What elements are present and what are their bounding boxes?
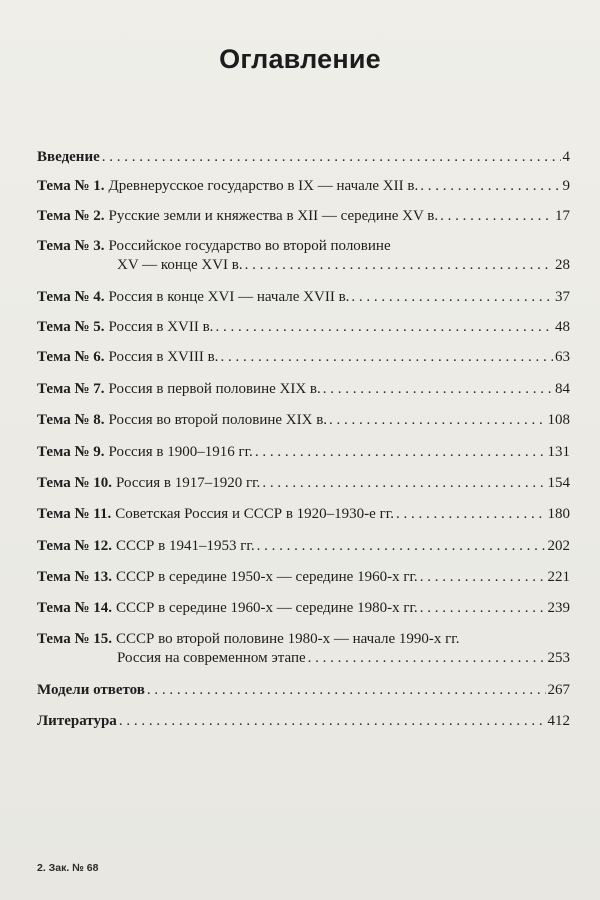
- toc-entry-text: Россия в 1900–1916 гг.: [108, 444, 253, 460]
- toc-entry-topic-12[interactable]: [37, 537, 570, 556]
- toc-page-number: 412: [547, 713, 570, 729]
- printer-order-note: 2. Зак. № 68: [37, 862, 99, 874]
- toc-entry-text: Русские земли и княжества в XII — середине XV в.: [108, 208, 439, 224]
- page-title: Оглавление: [219, 44, 381, 74]
- toc-topic-label: Тема № 6.: [37, 349, 105, 365]
- toc-topic-label: Тема № 15.: [37, 631, 113, 647]
- toc-entry-topic-7[interactable]: [37, 380, 570, 399]
- toc-entry-topic-8[interactable]: [37, 411, 570, 430]
- toc-page-number: 63: [555, 349, 570, 365]
- toc-page-number: 267: [547, 682, 570, 698]
- dot-leader: [351, 288, 553, 307]
- toc-page-number: 37: [555, 289, 570, 305]
- toc-page-number: 202: [547, 538, 570, 554]
- toc-entry-text: Модели ответов: [37, 682, 145, 698]
- toc-entry-introduction[interactable]: [37, 148, 570, 167]
- dot-leader: [255, 443, 546, 462]
- dot-leader: [102, 148, 561, 167]
- toc-page-number: 154: [547, 475, 570, 491]
- toc-page-number: 4: [562, 149, 570, 165]
- dot-leader: [420, 177, 560, 196]
- toc-page-number: 239: [547, 600, 570, 616]
- toc-topic-label: Тема № 10.: [37, 475, 113, 491]
- dot-leader: [245, 256, 553, 275]
- toc-entry-topic-13[interactable]: [37, 568, 570, 587]
- dot-leader: [147, 681, 546, 700]
- toc-topic-label: Тема № 13.: [37, 569, 113, 585]
- toc-page-number: 253: [547, 650, 570, 666]
- toc-entry-topic-15[interactable]: [37, 630, 570, 668]
- toc-page-number: 28: [555, 257, 570, 273]
- toc-entry-text: Россия в XVIII в.: [108, 349, 219, 365]
- toc-entry-text-continued: XV — конце XVI в.: [117, 257, 243, 273]
- dot-leader: [119, 712, 546, 731]
- toc-entry-text: Российское государство во второй половине: [108, 238, 391, 254]
- toc-entry-text: СССР во второй половине 1980-х — начале 1990-х гг.: [116, 631, 460, 647]
- toc-entry-topic-11[interactable]: [37, 505, 570, 524]
- toc-page-number: 180: [547, 506, 570, 522]
- dot-leader: [440, 207, 553, 226]
- toc-entry-literature[interactable]: [37, 712, 570, 731]
- toc-topic-label: Тема № 12.: [37, 538, 113, 554]
- toc-page-number: 84: [555, 381, 570, 397]
- toc-page-number: 17: [555, 208, 570, 224]
- dot-leader: [220, 348, 553, 367]
- toc-entry-text: Россия во второй половине XIX в.: [108, 412, 328, 428]
- toc-entry-answer-models[interactable]: [37, 681, 570, 700]
- dot-leader: [257, 537, 546, 556]
- toc-entry-topic-6[interactable]: [37, 348, 570, 367]
- toc-entry-text: Древнерусское государство в IX — начале XII в.: [108, 178, 419, 194]
- toc-entry-topic-3[interactable]: [37, 237, 570, 275]
- toc-topic-label: Тема № 5.: [37, 319, 105, 335]
- toc-entry-topic-4[interactable]: [37, 288, 570, 307]
- toc-topic-label: Тема № 3.: [37, 238, 105, 254]
- toc-topic-label: Тема № 11.: [37, 506, 112, 522]
- toc-page-number: 9: [562, 178, 570, 194]
- dot-leader: [396, 505, 546, 524]
- toc-entry-topic-1[interactable]: [37, 177, 570, 196]
- toc-entry-text: Литература: [37, 713, 117, 729]
- toc-entry-topic-2[interactable]: [37, 207, 570, 226]
- toc-entry-text: Введение: [37, 149, 100, 165]
- toc-topic-label: Тема № 9.: [37, 444, 105, 460]
- toc-page-number: 48: [555, 319, 570, 335]
- dot-leader: [262, 474, 545, 493]
- toc-entry-text: СССР в середине 1950-х — середине 1960-х гг.: [116, 569, 418, 585]
- toc-topic-label: Тема № 8.: [37, 412, 105, 428]
- dot-leader: [420, 568, 546, 587]
- toc-topic-label: Тема № 1.: [37, 178, 105, 194]
- toc-entry-text: Россия в первой половине XIX в.: [108, 381, 321, 397]
- toc-topic-label: Тема № 14.: [37, 600, 113, 616]
- toc-entry-text: СССР в середине 1960-х — середине 1980-х гг.: [116, 600, 418, 616]
- dot-leader: [215, 318, 553, 337]
- toc-entry-text: Россия в 1917–1920 гг.: [116, 475, 261, 491]
- dot-leader: [329, 411, 545, 430]
- dot-leader: [420, 599, 546, 618]
- toc-page-number: 131: [547, 444, 570, 460]
- dot-leader: [323, 380, 553, 399]
- toc-entry-topic-14[interactable]: [37, 599, 570, 618]
- toc-entry-text: Россия в конце XVI — начале XVII в.: [108, 289, 350, 305]
- toc-page-number: 221: [547, 569, 570, 585]
- toc-topic-label: Тема № 7.: [37, 381, 105, 397]
- toc-topic-label: Тема № 2.: [37, 208, 105, 224]
- toc-entry-topic-9[interactable]: [37, 443, 570, 462]
- toc-page-number: 108: [547, 412, 570, 428]
- toc-entry-text: СССР в 1941–1953 гг.: [116, 538, 255, 554]
- toc-entry-topic-5[interactable]: [37, 318, 570, 337]
- toc-topic-label: Тема № 4.: [37, 289, 105, 305]
- toc-entry-text-continued: Россия на современном этапе: [117, 650, 306, 666]
- dot-leader: [308, 649, 546, 668]
- toc-entry-text: Советская Россия и СССР в 1920–1930-е гг.: [115, 506, 394, 522]
- toc-entry-text: Россия в XVII в.: [108, 319, 214, 335]
- toc-entry-topic-10[interactable]: [37, 474, 570, 493]
